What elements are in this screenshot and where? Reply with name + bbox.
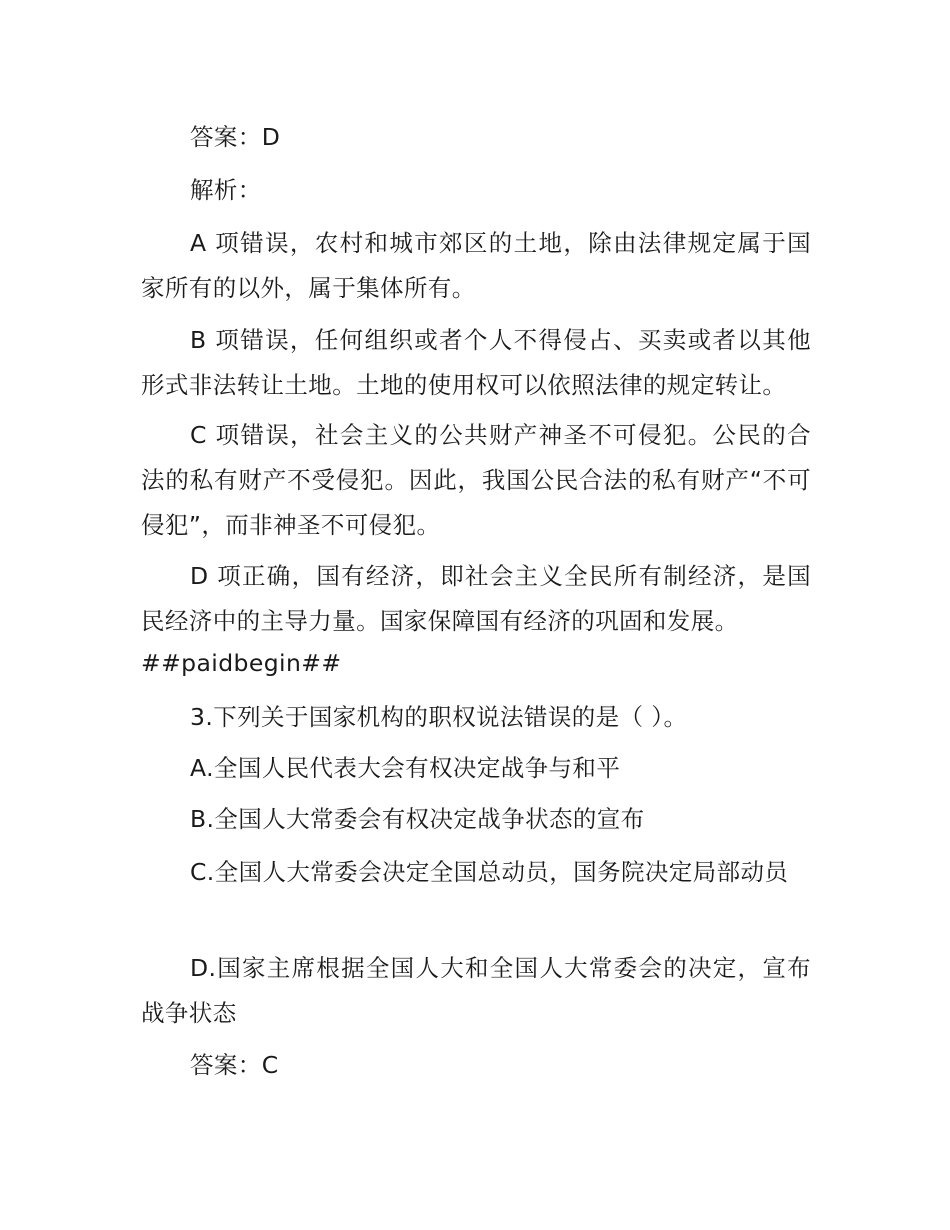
option-b: B.全国人大常委会有权决定战争状态的宣布 — [190, 805, 645, 833]
option-c: C.全国人大常委会决定全国总动员，国务院决定局部动员 — [190, 858, 789, 886]
analysis-item-c: C 项错误，社会主义的公共财产神圣不可侵犯。公民的合法的私有财产不受侵犯。因此，我国公民合法的私有财产“不可侵犯”，而非神圣不可侵犯。 — [141, 421, 811, 539]
analysis-item-a: A 项错误，农村和城市郊区的土地，除由法律规定属于国家所有的以外，属于集体所有。 — [141, 229, 811, 302]
analysis-heading: 解析： — [190, 176, 262, 204]
option-d: D.国家主席根据全国人大和全国人大常委会的决定，宣布战争状态 — [141, 954, 811, 1027]
option-a: A.全国人民代表大会有权决定战争与和平 — [190, 754, 621, 782]
answer-line: 答案：D — [190, 123, 281, 151]
analysis-item-b: B 项错误，任何组织或者个人不得侵占、买卖或者以其他形式非法转让土地。土地的使用权可以依照法律的规定转让。 — [141, 326, 811, 399]
question-stem: 3.下列关于国家机构的职权说法错误的是（ ）。 — [190, 703, 688, 731]
analysis-item-d: D 项正确，国有经济，即社会主义全民所有制经济，是国民经济中的主导力量。国家保障国有经济的巩固和发展。 — [141, 562, 811, 635]
answer-line-2: 答案：C — [190, 1051, 279, 1079]
paid-marker: ##paidbegin## — [141, 649, 342, 677]
